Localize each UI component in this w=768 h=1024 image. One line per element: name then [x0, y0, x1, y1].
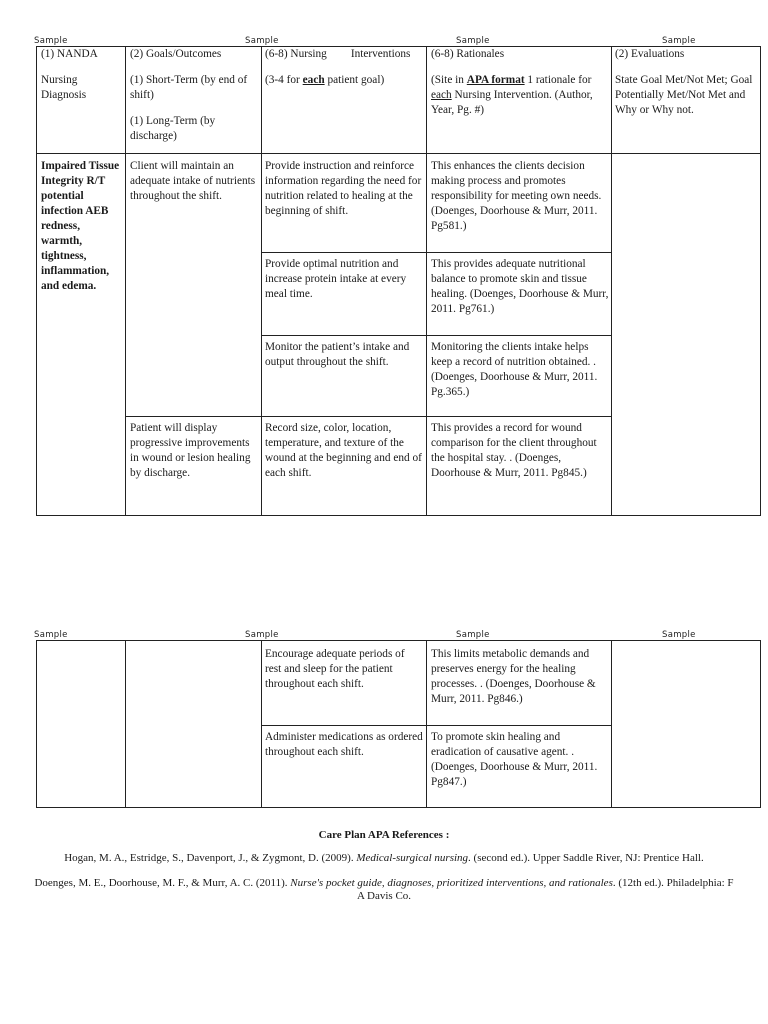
header-evaluations: (2) Evaluations State Goal Met/Not Met; Goal Potentially Met/Not Met and Why or Why not.	[615, 48, 753, 116]
intervention: Monitor the patient’s intake and output throughout the shift.	[265, 341, 410, 368]
reference-entry: Doenges, M. E., Doorhouse, M. F., & Murr, A. C. (2011). Nurse's pocket guide, diagnoses, prioritized interventions, and rationales. (12th ed.). Philadelphia: F A Davis Co.	[34, 877, 734, 902]
short-term-goal: Client will maintain an adequate intake of nutrients throughout the shift.	[130, 160, 256, 202]
intervention: Administer medications as ordered throughout each shift.	[265, 731, 423, 758]
rationale: This enhances the clients decision making process and promotes responsibility for meeting own needs. (Doenges, Doorhouse & Murr, 2011. Pg581.)	[431, 160, 602, 232]
references-title: Care Plan APA References :	[318, 829, 450, 841]
intervention: Provide instruction and reinforce information regarding the need for nutrition related to healing at the beginning of shift.	[265, 160, 422, 217]
header-rationales: (6-8) Rationales (Site in APA format 1 rationale for each Nursing Intervention. (Author, Year, Pg. #)	[431, 48, 593, 116]
rationale: This limits metabolic demands and preserves energy for the healing processes. . (Doenges, Doorhouse & Murr, 2011. Pg846.)	[431, 648, 596, 705]
intervention: Encourage adequate periods of rest and sleep for the patient throughout each shift.	[265, 648, 405, 690]
rationale: Monitoring the clients intake helps keep a record of nutrition obtained. . (Doenges, Doorhouse & Murr, 2011. Pg.365.)	[431, 341, 598, 398]
long-term-goal: Patient will display progressive improvements in wound or lesion healing by discharge.	[130, 422, 251, 479]
sample-label: Sample	[245, 630, 279, 640]
nursing-diagnosis: Impaired Tissue Integrity R/T potential infection AEB redness, warmth, tightness, inflammation, and edema.	[41, 160, 120, 292]
sample-label: Sample	[34, 36, 68, 46]
intervention: Provide optimal nutrition and increase protein intake at every meal time.	[265, 258, 407, 300]
reference-entry: Hogan, M. A., Estridge, S., Davenport, J., & Zygmont, D. (2009). Medical-surgical nursing. (second ed.). Upper Saddle River, NJ: Prentice Hall.	[64, 852, 704, 864]
rationale: This provides a record for wound comparison for the client throughout the hospital stay. . (Doenges, Doorhouse & Murr, 2011. Pg845.)	[431, 422, 597, 479]
header-nanda: (1) NANDA Nursing Diagnosis	[41, 48, 98, 101]
header-goals: (2) Goals/Outcomes (1) Short-Term (by end of shift) (1) Long-Term (by discharge)	[130, 48, 248, 142]
sample-label: Sample	[34, 630, 68, 640]
sample-label: Sample	[662, 36, 696, 46]
care-plan-table-continued	[36, 640, 761, 808]
header-interventions: (6-8) Nursing Interventions (3-4 for each patient goal)	[265, 48, 411, 86]
sample-label: Sample	[662, 630, 696, 640]
sample-label: Sample	[245, 36, 279, 46]
sample-label: Sample	[456, 36, 490, 46]
care-plan-table	[36, 46, 761, 516]
sample-label: Sample	[456, 630, 490, 640]
intervention: Record size, color, location, temperature, and texture of the wound at the beginning and end of each shift.	[265, 422, 422, 479]
rationale: To promote skin healing and eradication of causative agent. . (Doenges, Doorhouse & Murr, 2011. Pg847.)	[431, 731, 598, 788]
rationale: This provides adequate nutritional balance to promote skin and tissue healing. (Doenges, Doorhouse & Murr, 2011. Pg761.)	[431, 258, 609, 315]
